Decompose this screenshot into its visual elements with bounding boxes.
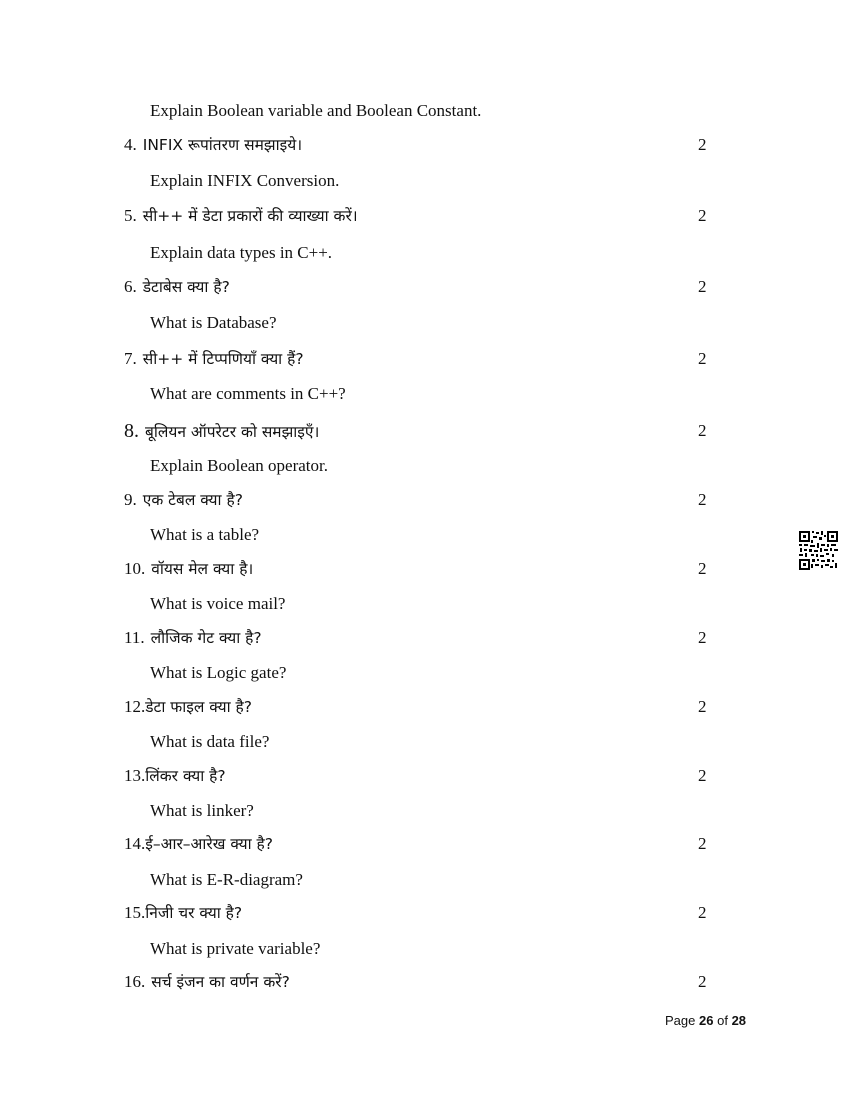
question-9-hindi-row [0,486,850,514]
question-6-hindi: डेटाबेस क्या है? [142,278,230,296]
question-3-english: Explain Boolean variable and Boolean Constant. [150,101,482,120]
question-9-english: What is a table? [150,525,260,544]
question-11-hindi-row [0,624,850,652]
question-3-english-row [0,97,850,125]
question-5-english-row [0,239,850,267]
question-14-english-row [0,866,850,894]
question-11-hindi: लौजिक गेट क्या है? [150,629,262,647]
question-11-marks: 2 [698,628,707,647]
question-11-number: 11. [124,628,145,647]
question-15-english-row [0,935,850,963]
question-16-hindi-row [0,968,850,996]
footer-current-page: 26 [699,1013,714,1028]
question-14-marks: 2 [698,834,707,853]
question-15-english: What is private variable? [150,939,321,958]
question-6-english-row [0,309,850,337]
question-14-hindi-row [0,830,850,858]
question-13-marks: 2 [698,766,707,785]
question-9-marks: 2 [698,490,707,509]
question-5-number: 5. [124,206,137,225]
question-15-marks: 2 [698,903,707,922]
question-10-number: 10. [124,559,146,578]
question-6-marks: 2 [698,277,707,296]
question-9-number: 9. [124,490,137,509]
question-5-hindi-row [0,202,850,230]
question-8-english: Explain Boolean operator. [150,456,328,475]
question-7-english: What are comments in C++? [150,384,346,403]
question-12-marks: 2 [698,697,707,716]
question-14-english: What is E-R-diagram? [150,870,303,889]
question-15-hindi: निजी चर क्या है? [145,904,243,922]
question-7-marks: 2 [698,349,707,368]
question-7-number: 7. [124,349,137,368]
question-4-marks: 2 [698,135,707,154]
question-8-hindi-row [0,417,850,445]
question-11-english: What is Logic gate? [150,663,287,682]
question-4-number: 4. [124,135,137,154]
question-7-hindi-row [0,345,850,373]
question-13-english: What is linker? [150,801,254,820]
question-13-english-row [0,797,850,825]
question-8-english-row [0,452,850,480]
question-5-hindi: सी++ में डेटा प्रकारों की व्याख्या करें। [142,207,358,225]
question-8-marks: 2 [698,421,707,440]
question-8-hindi: बूलियन ऑपरेटर को समझाइएँ। [145,423,320,441]
question-10-english-row [0,590,850,618]
question-9-english-row [0,521,850,549]
question-12-number: 12. [124,697,146,716]
question-9-hindi: एक टेबल क्या है? [142,491,243,509]
question-13-hindi: लिंकर क्या है? [145,767,226,785]
footer-of-label: of [717,1013,728,1028]
question-14-hindi: ई–आर–आरेख क्या है? [145,835,274,853]
question-5-english: Explain data types in C++. [150,243,333,262]
question-4-english: Explain INFIX Conversion. [150,171,340,190]
question-8-number: 8. [124,420,139,442]
question-7-english-row [0,380,850,408]
question-5-marks: 2 [698,206,707,225]
question-16-number: 16. [124,972,146,991]
qr-code-icon [799,531,838,570]
question-10-hindi: वॉयस मेल क्या है। [151,560,254,578]
question-4-english-row [0,167,850,195]
question-16-hindi: सर्च इंजन का वर्णन करें? [151,973,290,991]
question-16-marks: 2 [698,972,707,991]
question-10-marks: 2 [698,559,707,578]
question-12-hindi: डेटा फाइल क्या है? [145,698,252,716]
footer-total-pages: 28 [731,1013,747,1028]
question-11-english-row [0,659,850,687]
question-15-number: 15. [124,903,146,922]
question-4-hindi-row [0,131,850,159]
question-10-english: What is voice mail? [150,594,286,613]
question-10-hindi-row [0,555,850,583]
question-13-number: 13. [124,766,146,785]
question-4-hindi: INFIX रूपांतरण समझाइये। [142,136,303,154]
question-12-english-row [0,728,850,756]
question-13-hindi-row [0,762,850,790]
question-15-hindi-row [0,899,850,927]
question-12-english: What is data file? [150,732,270,751]
question-6-english: What is Database? [150,313,277,332]
page-number-footer [665,1013,746,1028]
question-7-hindi: सी++ में टिप्पणियाँ क्या हैं? [142,350,304,368]
question-14-number: 14. [124,834,146,853]
footer-page-label: Page [665,1013,696,1028]
question-6-number: 6. [124,277,137,296]
question-12-hindi-row [0,693,850,721]
question-6-hindi-row [0,273,850,301]
